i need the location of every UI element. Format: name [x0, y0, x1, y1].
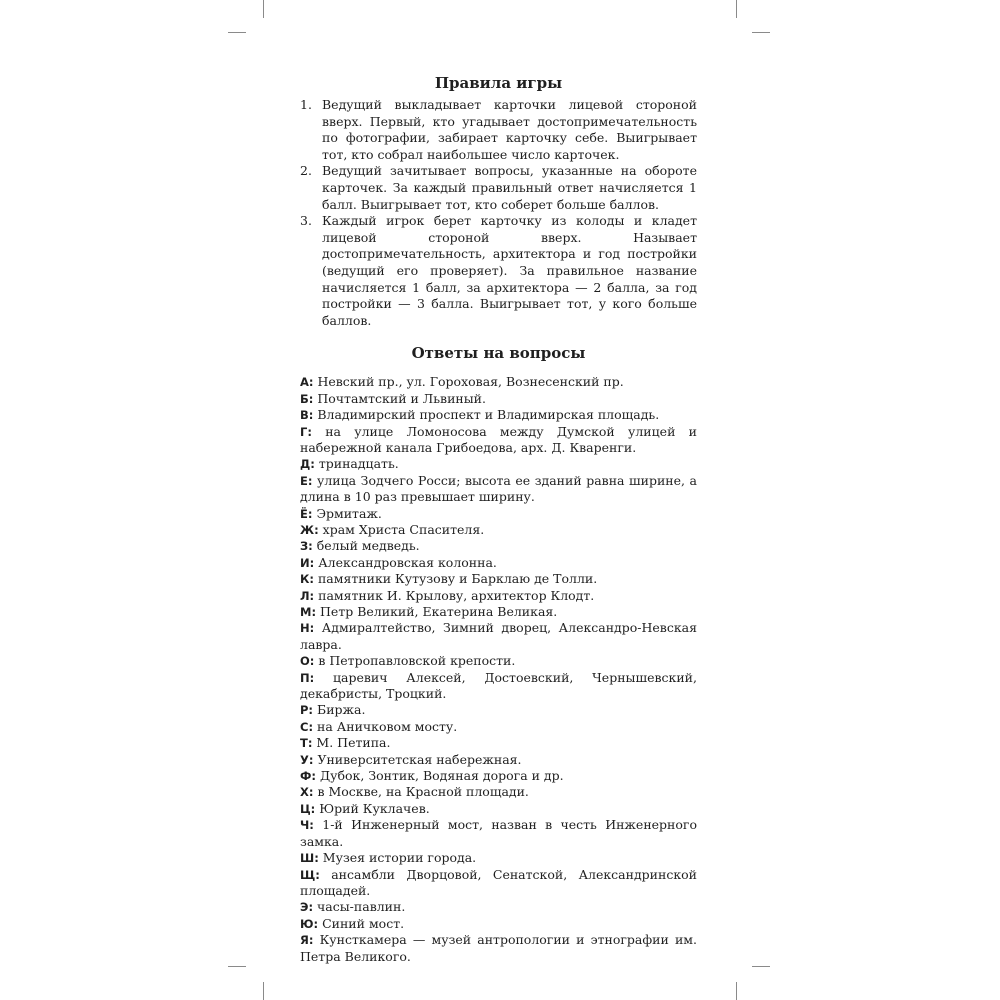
answer-text: Дубок, Зонтик, Водяная дорога и др.	[316, 768, 564, 784]
answer-text: Университетская набережная.	[313, 751, 522, 767]
answer-letter: К:	[300, 572, 314, 587]
answer-text: храм Христа Спасителя.	[318, 521, 485, 537]
answer-text: белый медведь.	[312, 538, 420, 554]
answer-item	[300, 817, 697, 850]
answer-letter: О:	[300, 654, 315, 669]
crop-mark	[736, 982, 737, 1000]
answer-text: Эрмитаж.	[312, 505, 382, 521]
answer-item	[300, 653, 697, 669]
answer-letter: Я:	[300, 933, 314, 948]
crop-mark	[263, 0, 264, 18]
answer-text: Петр Великий, Екатерина Великая.	[316, 604, 558, 619]
answer-item	[300, 506, 697, 522]
answer-text: Александровская колонна.	[314, 554, 497, 570]
answer-text: памятник И. Крылову, архитектор Клодт.	[314, 587, 595, 603]
page-content	[300, 70, 697, 965]
answer-letter: Х:	[300, 785, 314, 800]
answer-text: в Москве, на Красной площади.	[313, 784, 529, 800]
rule-item	[300, 213, 697, 329]
answer-letter: Г:	[300, 424, 312, 439]
answer-item	[300, 670, 697, 703]
answer-text: ансамбли Дворцовой, Сенатской, Александринской площадей.	[300, 866, 697, 898]
crop-mark	[752, 966, 770, 967]
answer-text: Синий мост.	[318, 915, 405, 931]
answer-letter: Ж:	[300, 522, 319, 537]
answer-text: царевич Алексей, Достоевский, Чернышевский, декабристы, Троцкий.	[300, 669, 697, 702]
answer-text: Невский пр., ул. Гороховая, Вознесенский пр.	[313, 374, 624, 390]
answer-item	[300, 784, 697, 800]
answer-letter: Ё:	[300, 506, 313, 521]
answer-item	[300, 702, 697, 718]
answer-item	[300, 407, 697, 423]
answer-item	[300, 801, 697, 817]
answer-letter: Ш:	[300, 851, 319, 866]
answer-text: М. Петипа.	[312, 735, 391, 751]
rules-list	[300, 97, 697, 329]
answer-item	[300, 850, 697, 866]
answer-text: Юрий Куклачев.	[315, 800, 430, 816]
answer-item	[300, 735, 697, 751]
answer-text: Адмиралтейство, Зимний дворец, Александро-Невская лавра.	[300, 620, 697, 652]
rules-title: Правила игры	[434, 74, 563, 92]
answer-letter: В:	[300, 408, 314, 423]
rule-number: 2.	[300, 163, 312, 179]
answer-text: Биржа.	[313, 702, 366, 718]
crop-mark	[736, 0, 737, 18]
answer-item	[300, 456, 697, 472]
answer-item	[300, 588, 697, 604]
answer-item	[300, 932, 697, 965]
answer-text: на Аничковом мосту.	[313, 718, 458, 734]
answer-letter: З:	[300, 539, 313, 554]
answers-list	[300, 374, 697, 965]
crop-mark	[263, 982, 264, 1000]
answer-text: 1-й Инженерный мост, назван в честь Инженерного замка.	[300, 817, 697, 849]
answer-text: на улице Ломоносова между Думской улицей и набережной канала Грибоедова, арх. Д. Кваренги.	[300, 423, 697, 455]
answer-item	[300, 916, 697, 932]
answer-text: памятники Кутузову и Барклаю де Толли.	[314, 571, 598, 587]
rule-text: Каждый игрок берет карточку из колоды и кладет лицевой стороной вверх. Называет достопримечательность, архитектора и год постройки (ведущий его проверяет). За правильное название начисляется 1 балл, за архитектора — 2 балла, за год постройки — 3 балла. Выигрывает тот, у кого больше баллов.	[322, 213, 697, 328]
answer-item	[300, 555, 697, 571]
answer-item	[300, 899, 697, 915]
answer-letter: Л:	[300, 588, 315, 603]
answer-text: улица Зодчего Росси; высота ее зданий равна ширине, а длина в 10 раз превышает ширину.	[300, 472, 697, 505]
answer-text: Кунсткамера — музей антропологии и этнографии им. Петра Великого.	[300, 932, 697, 964]
rule-text: Ведущий зачитывает вопросы, указанные на обороте карточек. За каждый правильный ответ начисляется 1 балл. Выигрывает тот, кто соберет больше баллов.	[322, 163, 697, 212]
answer-item	[300, 620, 697, 653]
answer-letter: У:	[300, 752, 314, 767]
answer-item	[300, 571, 697, 587]
answer-item	[300, 867, 697, 900]
rule-number: 1.	[300, 97, 312, 112]
answer-text: Музея истории города.	[318, 850, 477, 866]
answer-letter: М:	[300, 605, 317, 619]
answer-text: тринадцать.	[314, 456, 399, 472]
answer-item	[300, 752, 697, 768]
crop-mark	[228, 966, 246, 967]
answer-item	[300, 604, 697, 620]
answer-letter: Б:	[300, 391, 314, 406]
answer-item	[300, 374, 697, 390]
answer-item	[300, 538, 697, 554]
rule-text: Ведущий выкладывает карточки лицевой стороной вверх. Первый, кто угадывает достопримечательность по фотографии, забирает карточку себе. Выигрывает тот, кто собрал наибольшее число карточек.	[322, 97, 697, 162]
answers-title: Ответы на вопросы	[411, 344, 586, 363]
answer-item	[300, 719, 697, 735]
answer-letter: Р:	[300, 703, 314, 718]
rule-item	[300, 97, 697, 163]
answer-letter: Ц:	[300, 801, 316, 816]
answer-item	[300, 424, 697, 457]
answer-letter: П:	[300, 670, 315, 685]
answer-letter: Щ:	[300, 867, 320, 882]
answer-item	[300, 391, 697, 407]
rule-item	[300, 163, 697, 213]
crop-mark	[752, 32, 770, 33]
answer-letter: Т:	[300, 736, 313, 751]
answer-letter: Е:	[300, 473, 313, 488]
rule-number: 3.	[300, 213, 312, 229]
answer-text: в Петропавловской крепости.	[314, 653, 516, 669]
answer-letter: А:	[300, 375, 314, 390]
answer-letter: Н:	[300, 621, 315, 636]
crop-mark	[228, 32, 246, 33]
answer-letter: Ю:	[300, 916, 319, 931]
answer-letter: Э:	[300, 900, 314, 915]
answer-item	[300, 473, 697, 506]
answer-letter: Д:	[300, 457, 315, 472]
answer-item	[300, 522, 697, 538]
answer-letter: И:	[300, 555, 315, 570]
answer-text: Почтамтский и Львиный.	[313, 390, 486, 406]
answer-text: Владимирский проспект и Владимирская площадь.	[313, 407, 660, 423]
answer-item	[300, 768, 697, 784]
answer-letter: С:	[300, 719, 314, 734]
answer-letter: Ф:	[300, 769, 317, 784]
answer-text: часы-павлин.	[313, 899, 406, 915]
answer-letter: Ч:	[300, 818, 314, 833]
